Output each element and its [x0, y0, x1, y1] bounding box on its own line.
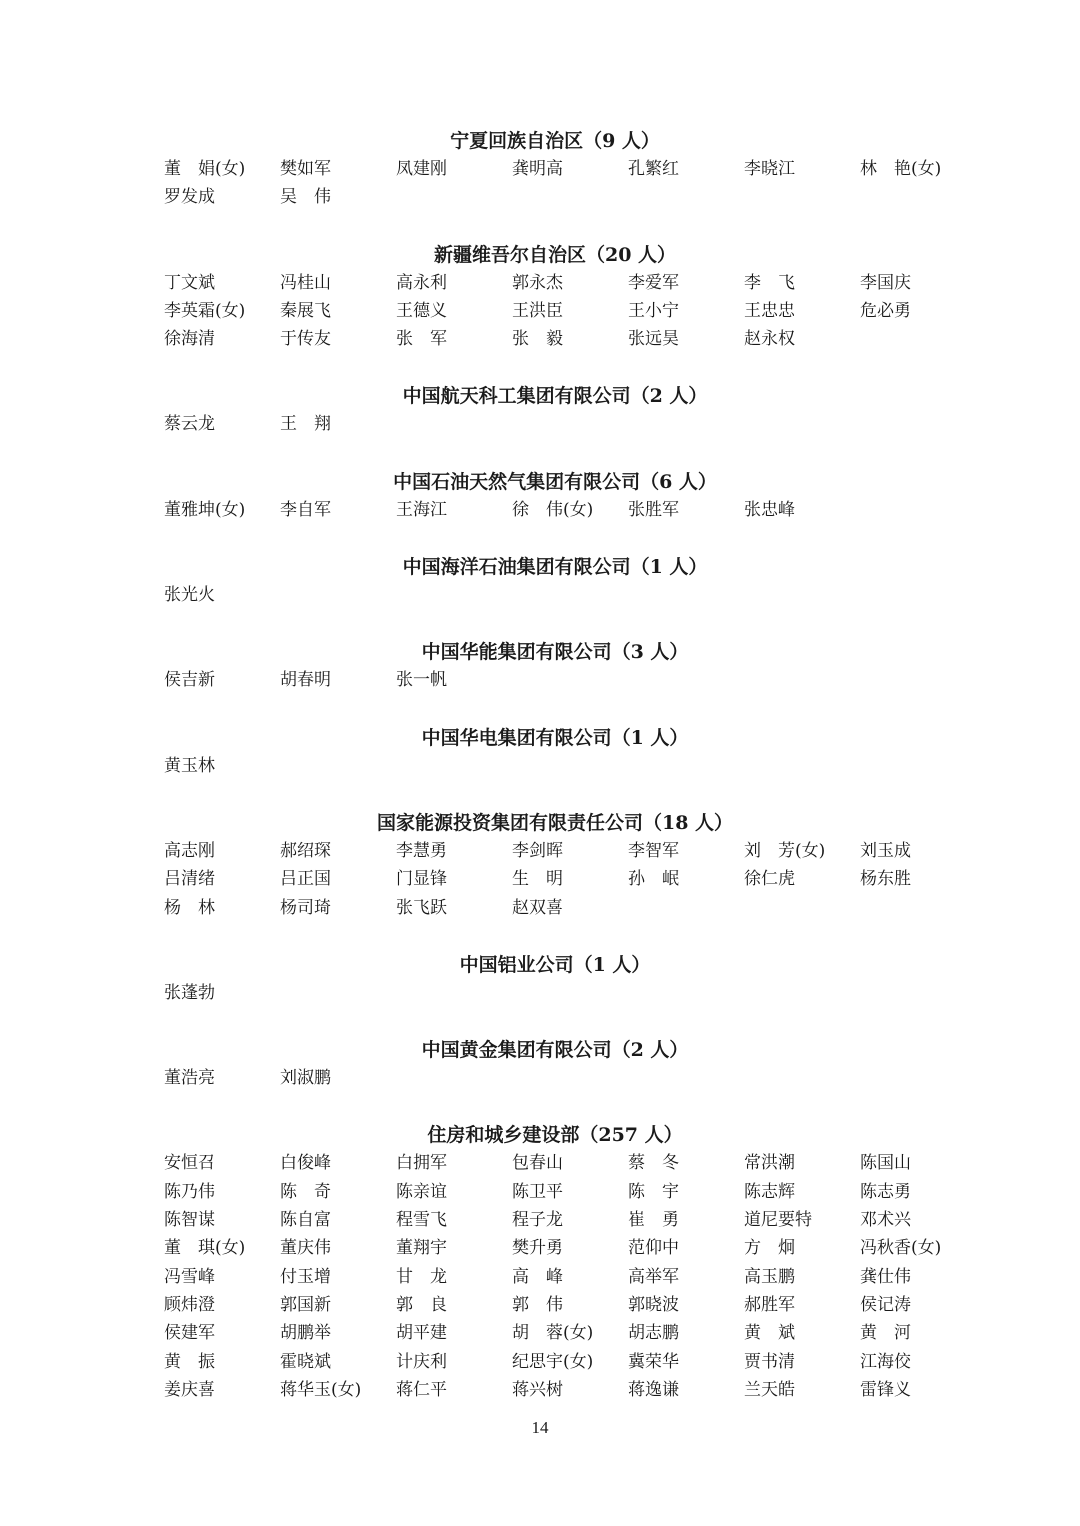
person-name: 冯秋香(女)	[860, 1238, 942, 1259]
person-name: 李爱军	[628, 272, 679, 293]
person-name: 郝绍琛	[280, 840, 331, 861]
person-name: 陈志辉	[744, 1181, 795, 1202]
person-name: 李晓江	[744, 159, 795, 179]
section-title: 中国华电集团有限公司（1 人）	[421, 726, 689, 749]
person-name: 程子龙	[512, 1210, 563, 1231]
person-name: 郭 良	[396, 1294, 447, 1315]
person-name: 常洪潮	[744, 1153, 795, 1174]
person-name: 甘 龙	[396, 1266, 447, 1287]
person-name: 李国庆	[860, 272, 911, 293]
person-name: 郭国新	[280, 1294, 331, 1315]
person-name: 赵永权	[744, 329, 795, 350]
person-name: 张 毅	[512, 329, 563, 350]
person-name: 张飞跃	[396, 897, 447, 918]
section	[164, 638, 946, 694]
section-title: 中国黄金集团有限公司（2 人）	[421, 1039, 689, 1062]
person-name: 郝胜军	[744, 1294, 795, 1315]
person-name: 计庆利	[396, 1351, 447, 1372]
person-name: 陈自富	[280, 1210, 331, 1231]
person-name: 秦展飞	[280, 300, 331, 321]
person-name: 黄 振	[164, 1351, 215, 1372]
name-list	[164, 581, 946, 609]
person-name: 胡平建	[396, 1323, 447, 1344]
section	[164, 951, 946, 1007]
person-name: 陈志勇	[860, 1181, 911, 1202]
person-name: 道尼要特	[744, 1210, 812, 1231]
person-name: 李 飞	[744, 272, 795, 293]
person-name: 邓术兴	[860, 1210, 911, 1231]
person-name: 胡志鹏	[628, 1323, 679, 1344]
person-name: 樊如军	[280, 159, 331, 179]
person-name: 吕清绪	[164, 869, 215, 890]
person-name: 冯桂山	[280, 272, 331, 293]
person-name: 陈卫平	[512, 1181, 563, 1202]
person-name: 杨东胜	[860, 869, 911, 890]
person-name: 李剑晖	[512, 840, 563, 861]
section	[164, 241, 946, 354]
person-name: 凤建刚	[396, 159, 447, 179]
person-name: 吕正国	[280, 869, 331, 890]
person-name: 范仰中	[628, 1238, 679, 1259]
section-title: 新疆维吾尔自治区（20 人）	[433, 243, 677, 266]
section-title: 中国铝业公司（1 人）	[459, 953, 651, 976]
person-name: 刘淑鹏	[280, 1068, 331, 1089]
person-name: 侯吉新	[164, 670, 215, 691]
person-name: 于传友	[280, 329, 331, 350]
person-name: 白拥军	[396, 1153, 447, 1174]
person-name: 董庆伟	[280, 1238, 331, 1259]
name-list	[164, 666, 946, 694]
person-name: 刘玉成	[860, 840, 911, 861]
person-name: 江海佼	[860, 1351, 911, 1372]
section	[164, 1036, 946, 1092]
person-name: 胡 蓉(女)	[512, 1323, 594, 1344]
person-name: 侯记涛	[860, 1294, 911, 1315]
name-list	[164, 1149, 946, 1404]
section-title: 住房和城乡建设部（257 人）	[427, 1124, 683, 1147]
person-name: 王洪臣	[512, 300, 563, 321]
person-name: 董翔宇	[396, 1238, 447, 1259]
section	[164, 724, 946, 780]
person-name: 陈乃伟	[164, 1181, 215, 1202]
name-list	[164, 410, 946, 438]
name-list	[164, 1064, 946, 1092]
person-name: 霍晓斌	[280, 1351, 331, 1372]
person-name: 杨司琦	[280, 897, 331, 918]
person-name: 郭晓波	[628, 1294, 679, 1315]
name-list	[164, 496, 946, 524]
person-name: 雷锋义	[860, 1379, 911, 1400]
person-name: 蔡 冬	[628, 1153, 679, 1174]
person-name: 黄 斌	[744, 1323, 795, 1344]
person-name: 方 炯	[744, 1238, 795, 1259]
person-name: 王德义	[396, 300, 447, 321]
person-name: 陈 宇	[628, 1181, 679, 1202]
person-name: 张远昊	[628, 329, 679, 350]
person-name: 陈亲谊	[396, 1181, 447, 1202]
section-title: 宁夏回族自治区（9 人）	[450, 130, 660, 152]
person-name: 赵双喜	[512, 897, 563, 918]
person-name: 李智军	[628, 840, 679, 861]
person-name: 陈智谋	[164, 1210, 215, 1231]
person-name: 胡鹏举	[280, 1323, 331, 1344]
person-name: 罗发成	[164, 187, 215, 208]
name-list	[164, 752, 946, 780]
person-name: 张胜军	[628, 499, 679, 520]
page-number: 14	[531, 1418, 549, 1437]
person-name: 王小宁	[628, 300, 679, 321]
section	[164, 809, 946, 922]
section	[164, 382, 946, 438]
person-name: 王 翔	[280, 414, 331, 435]
section-title: 中国石油天然气集团有限公司（6 人）	[393, 470, 717, 493]
person-name: 丁文斌	[164, 272, 215, 293]
person-name: 董雅坤(女)	[164, 499, 246, 520]
person-name: 林 艳(女)	[860, 159, 942, 179]
person-name: 兰天皓	[744, 1379, 795, 1400]
person-name: 蒋兴树	[512, 1379, 563, 1400]
person-name: 李英霜(女)	[164, 300, 246, 321]
section	[164, 1121, 946, 1404]
person-name: 李慧勇	[396, 840, 447, 861]
person-name: 张忠峰	[744, 499, 795, 520]
person-name: 蒋仁平	[396, 1379, 447, 1400]
person-name: 徐仁虎	[744, 869, 795, 890]
person-name: 黄 河	[860, 1323, 911, 1344]
person-name: 顾炜澄	[164, 1294, 215, 1315]
person-name: 崔 勇	[628, 1210, 679, 1231]
person-name: 董浩亮	[164, 1068, 215, 1089]
section	[164, 553, 946, 609]
person-name: 姜庆喜	[164, 1379, 215, 1400]
section	[164, 127, 946, 212]
name-list	[164, 269, 946, 354]
section-title: 中国航天科工集团有限公司（2 人）	[402, 385, 708, 408]
person-name: 龚仕伟	[860, 1266, 911, 1287]
person-name: 王忠忠	[744, 300, 795, 321]
person-name: 高 峰	[512, 1266, 563, 1287]
person-name: 胡春明	[280, 670, 331, 691]
person-name: 陈国山	[860, 1153, 911, 1174]
person-name: 吴 伟	[280, 187, 331, 208]
person-name: 门显锋	[396, 869, 447, 890]
person-name: 郭 伟	[512, 1294, 563, 1315]
person-name: 王海江	[396, 499, 447, 520]
person-name: 董 琪(女)	[164, 1238, 246, 1259]
person-name: 纪思宇(女)	[512, 1351, 594, 1372]
person-name: 程雪飞	[396, 1210, 447, 1231]
person-name: 黄玉林	[164, 755, 215, 776]
person-name: 徐 伟(女)	[512, 499, 594, 520]
person-name: 包春山	[512, 1153, 563, 1174]
person-name: 蒋逸谦	[628, 1379, 679, 1400]
person-name: 张一帆	[396, 670, 447, 691]
person-name: 冀荣华	[628, 1351, 679, 1372]
person-name: 樊升勇	[512, 1238, 563, 1259]
name-list	[164, 155, 946, 212]
section-title: 中国华能集团有限公司（3 人）	[421, 641, 689, 664]
person-name: 白俊峰	[280, 1153, 331, 1174]
person-name: 徐海清	[164, 329, 215, 350]
person-name: 危必勇	[860, 300, 911, 321]
person-name: 杨 林	[164, 897, 215, 918]
person-name: 董 娟(女)	[164, 159, 246, 179]
person-name: 生 明	[512, 869, 563, 890]
person-name: 高举军	[628, 1266, 679, 1287]
person-name: 蒋华玉(女)	[280, 1379, 362, 1400]
person-name: 张 军	[396, 329, 447, 350]
person-name: 安恒召	[164, 1153, 215, 1174]
person-name: 高永利	[396, 272, 447, 293]
person-name: 侯建军	[164, 1323, 215, 1344]
person-name: 孙 岷	[628, 869, 679, 890]
person-name: 李自军	[280, 499, 331, 520]
person-name: 陈 奇	[280, 1181, 331, 1202]
person-name: 高玉鹏	[744, 1266, 795, 1287]
person-name: 张光火	[164, 585, 215, 606]
person-name: 张蓬勃	[164, 982, 215, 1003]
person-name: 孔繁红	[628, 159, 679, 179]
name-list	[164, 837, 946, 922]
award-list	[164, 127, 946, 1404]
person-name: 蔡云龙	[164, 414, 215, 435]
person-name: 贾书清	[744, 1351, 795, 1372]
person-name: 高志刚	[164, 840, 215, 861]
person-name: 冯雪峰	[164, 1266, 215, 1287]
section-title: 国家能源投资集团有限责任公司（18 人）	[376, 811, 734, 834]
person-name: 刘 芳(女)	[744, 840, 826, 861]
section-title: 中国海洋石油集团有限公司（1 人）	[402, 556, 708, 579]
person-name: 郭永杰	[512, 272, 563, 293]
person-name: 付玉增	[280, 1266, 331, 1287]
person-name: 龚明高	[512, 159, 563, 179]
section	[164, 468, 946, 524]
name-list	[164, 979, 946, 1007]
